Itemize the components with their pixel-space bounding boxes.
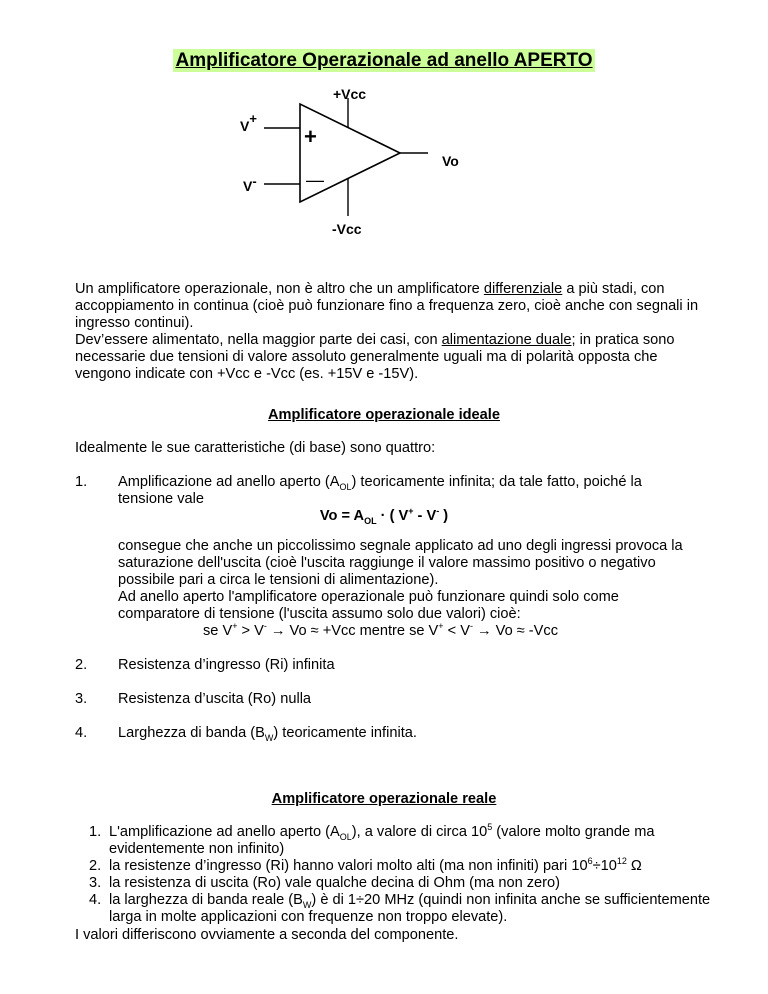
ideale-item-4-num: 4. [75, 725, 88, 741]
reale-item-3: 3. la resistenza di uscita (Ro) vale qualche decina di Ohm (ma non zero) [89, 875, 560, 891]
reale-item-2: 2. la resistenze d’ingresso (Ri) hanno valori molto alti (ma non infiniti) pari $10^6\div 10^{12}$ Ω [89, 856, 642, 874]
reale-list [75, 824, 715, 926]
label-vcc-neg: -Vcc [332, 221, 362, 237]
ideale-item-1-comparator: Ad anello aperto l'amplificatore operazionale può funzionare quindi solo come comparatore di tensione (l'uscita assumo solo due valori) cioè: [118, 589, 619, 622]
reale-item-4: 4. la larghezza di banda reale $(B_W)$ è di 1÷20 MHz (quindi non infinita anche se sufficientemente larga in molte applicazioni con frequenze non troppo elevate). [89, 892, 711, 925]
intro-paragraph-1: Un amplificatore operazionale, non è altro che un amplificatore differenziale a più stadi, con accoppiamento in continua (cioè può funzionare fino a frequenza zero, cioè anche con segnali in ingresso continui). [75, 281, 699, 331]
ideale-lead: Idealmente le sue caratteristiche (di base) sono quattro: [75, 440, 436, 456]
ideale-item-1-consequence: consegue che anche un piccolissimo segnale applicato ad uno degli ingressi provoca la saturazione dell'uscita (cioè l'uscita raggiunge il valore massimo positivo o negativo possibile pari a circa le tensioni di alimentazione). [118, 538, 683, 588]
ideale-item-3-num: 3. [75, 691, 88, 707]
ideale-item-2-num: 2. [75, 657, 88, 673]
ideale-item-3-text: Resistenza d’uscita (Ro) nulla [118, 691, 312, 707]
ideale-item-4-text: Larghezza di banda $(B_W)$ teoricamente infinita. [118, 725, 417, 743]
label-v-plus: V+ [240, 111, 257, 134]
label-vcc-pos: +Vcc [333, 86, 367, 102]
label-v-minus: V- [243, 173, 257, 194]
formula-vo: $Vo = A_{OL}$ · ( V+ - V- ) [319, 506, 449, 526]
comparator-rule: se V+ > V- → Vo ≈ +Vcc mentre se V+ < V- → Vo ≈ -Vcc [203, 621, 558, 639]
label-input-plus: + [304, 124, 317, 149]
intro-paragraph-2: Dev’essere alimentato, nella maggior parte dei casi, con alimentazione duale; in pratica sono necessarie due tensioni di valore assoluto generalmente uguali ma di polarità opposta che vengono indicate con +Vcc e -Vcc (es. +15V e -15V). [75, 332, 675, 382]
label-input-minus: — [306, 170, 324, 190]
page-title: Amplificatore Operazionale ad anello APERTO [175, 50, 593, 71]
opamp-diagram [236, 84, 476, 244]
reale-closing: I valori differiscono ovviamente a seconda del componente. [75, 927, 459, 943]
reale-item-1: 1. L'amplificazione ad anello aperto $(A_{OL})$, a valore di circa $10^5$ (valore molto grande ma evidentemente non infinito) [89, 822, 655, 857]
ideale-item-2-text: Resistenza d’ingresso (Ri) infinita [118, 657, 335, 673]
label-output: Vo [442, 153, 459, 169]
heading-reale: Amplificatore operazionale reale [271, 791, 497, 807]
ideale-item-1-text: Amplificazione ad anello aperto $(A_{OL})$ teoricamente infinita; da tale fatto, poiché la tensione vale [118, 474, 642, 507]
ideale-item-1-num: 1. [75, 474, 88, 490]
heading-ideale: Amplificatore operazionale ideale [268, 407, 500, 423]
